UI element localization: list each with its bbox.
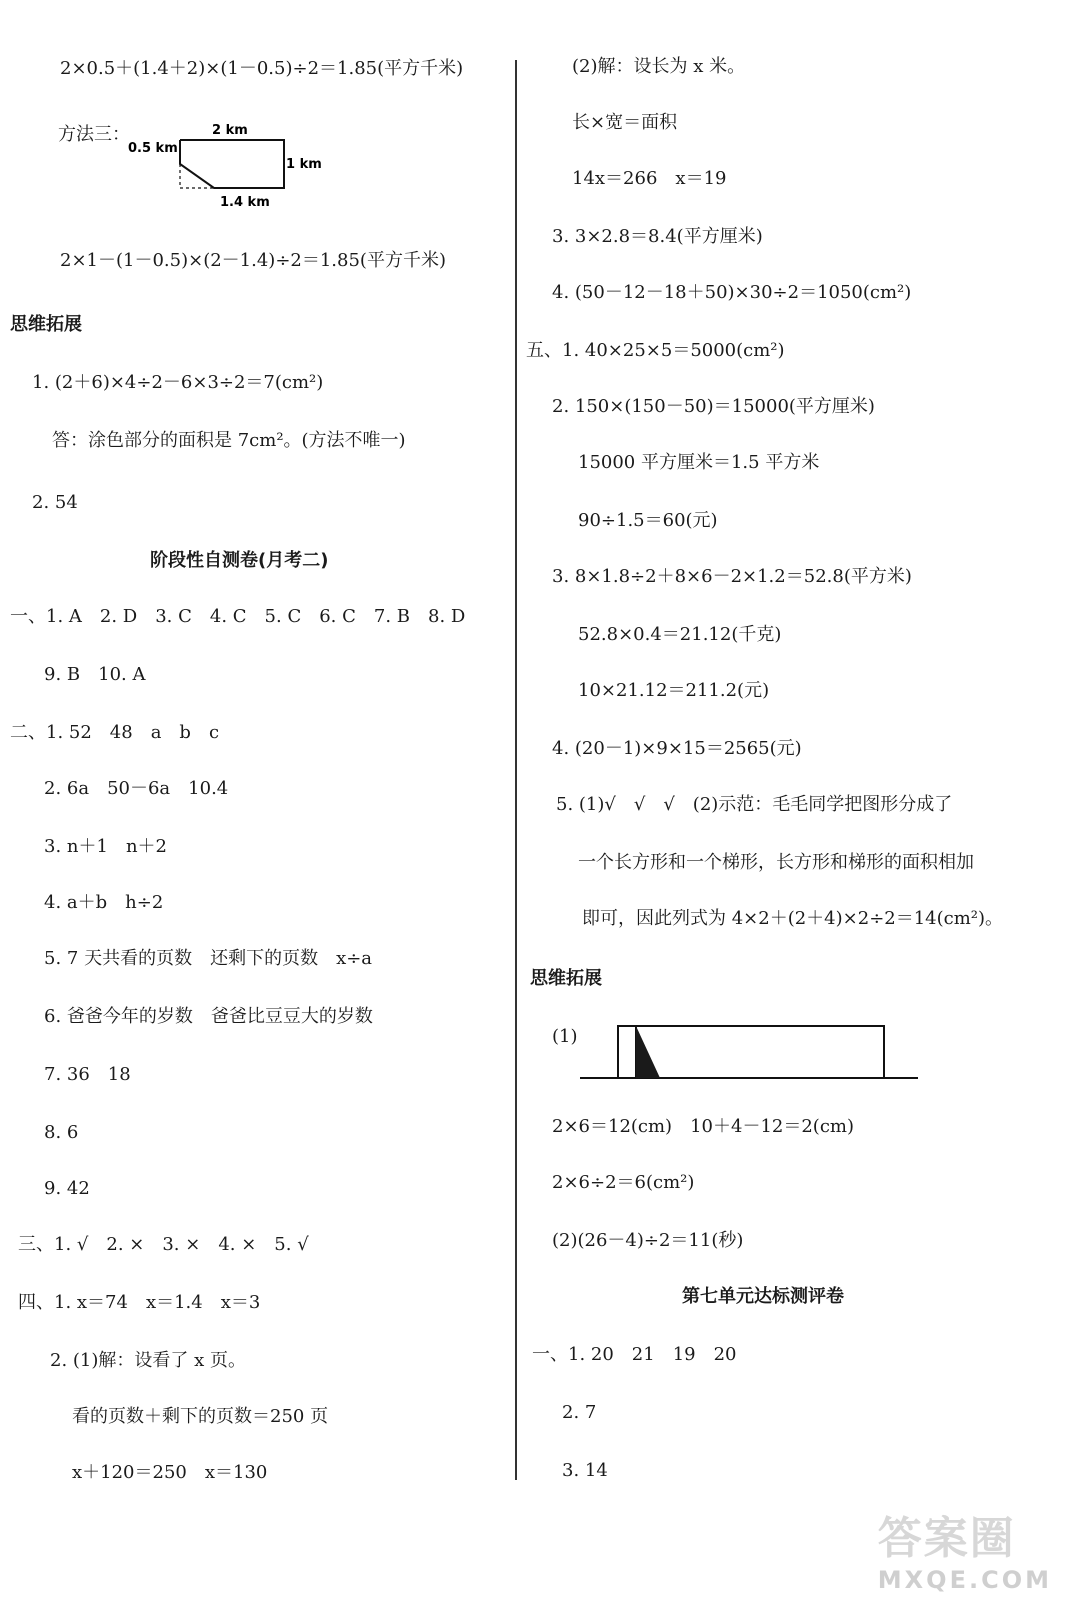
part5-q5-line2: 一个长方形和一个梯形，长方形和梯形的面积相加 bbox=[578, 852, 974, 873]
label-bottom: 1.4 km bbox=[220, 195, 270, 210]
part1-row1: 一、1. A 2. D 3. C 4. C 5. C 6. C 7. B 8. D bbox=[10, 606, 466, 627]
part2-q1: 二、1. 52 48 a b c bbox=[10, 722, 220, 743]
siwei-q1-answer: 答：涂色部分的面积是 7cm²。(方法不唯一) bbox=[52, 430, 406, 451]
label-right: 1 km bbox=[286, 157, 322, 172]
calc-line-method3: 2×1－(1－0.5)×(2－1.4)÷2＝1.85(平方千米) bbox=[60, 250, 446, 271]
rectangle-triangle-figure bbox=[578, 1020, 923, 1086]
part5-q2: 2. 150×(150－50)＝15000(平方厘米) bbox=[552, 396, 875, 417]
unit7-q3: 3. 14 bbox=[562, 1460, 608, 1481]
section-title-unit7: 第七单元达标测评卷 bbox=[682, 1286, 844, 1307]
siwei-calc2: 2×6÷2＝6(cm²) bbox=[552, 1172, 695, 1193]
part2-q7: 7. 36 18 bbox=[44, 1064, 131, 1085]
part4-q2: 2. (1)解：设看了 x 页。 bbox=[50, 1350, 246, 1371]
part2-q5: 5. 7 天共看的页数 还剩下的页数 x÷a bbox=[44, 948, 373, 969]
trapezoid-outline bbox=[180, 140, 284, 188]
trapezoid-figure bbox=[120, 118, 330, 214]
part2-q2: 2. 6a 50－6a 10.4 bbox=[44, 778, 229, 799]
part5-q3-cost: 10×21.12＝211.2(元) bbox=[578, 680, 770, 701]
part5-q3: 3. 8×1.8÷2＋8×6－2×1.2＝52.8(平方米) bbox=[552, 566, 912, 587]
siwei-q2: 2. 54 bbox=[32, 492, 78, 513]
part4-q1: 四、1. x＝74 x＝1.4 x＝3 bbox=[18, 1292, 261, 1313]
shaded-triangle bbox=[636, 1026, 660, 1078]
part5-q2-price: 90÷1.5＝60(元) bbox=[578, 510, 718, 531]
siwei-fig-label: (1) bbox=[552, 1026, 578, 1047]
part3-row: 三、1. √ 2. × 3. × 4. × 5. √ bbox=[18, 1234, 309, 1255]
siwei-calc1: 2×6＝12(cm) 10＋4－12＝2(cm) bbox=[552, 1116, 854, 1137]
right-q2-relation: 长×宽＝面积 bbox=[572, 112, 678, 133]
right-q2-solution: 14x＝266 x＝19 bbox=[572, 168, 727, 189]
method3-label: 方法三： bbox=[58, 124, 130, 145]
part2-q3: 3. n＋1 n＋2 bbox=[44, 836, 167, 857]
watermark-url: MXQE.COM bbox=[877, 1566, 1052, 1594]
section-title-yuekao2: 阶段性自测卷(月考二) bbox=[150, 550, 329, 571]
part2-q6: 6. 爸爸今年的岁数 爸爸比豆豆大的岁数 bbox=[44, 1006, 373, 1027]
part2-q4: 4. a＋b h÷2 bbox=[44, 892, 164, 913]
part2-q8: 8. 6 bbox=[44, 1122, 79, 1143]
part5-q1: 五、1. 40×25×5＝5000(cm²) bbox=[526, 340, 785, 361]
label-left: 0.5 km bbox=[128, 141, 178, 156]
part2-q9: 9. 42 bbox=[44, 1178, 90, 1199]
part5-q5-line1: 5. (1)√ √ √ (2)示范：毛毛同学把图形分成了 bbox=[556, 794, 953, 815]
part5-q4: 4. (20－1)×9×15＝2565(元) bbox=[552, 738, 802, 759]
part5-q2-convert: 15000 平方厘米＝1.5 平方米 bbox=[578, 452, 820, 473]
right-q2-setup: (2)解：设长为 x 米。 bbox=[572, 56, 746, 77]
calc-line-method2: 2×0.5＋(1.4＋2)×(1－0.5)÷2＝1.85(平方千米) bbox=[60, 58, 464, 79]
watermark bbox=[878, 1502, 1052, 1594]
part5-q3-weight: 52.8×0.4＝21.12(千克) bbox=[578, 624, 782, 645]
heading-siwei-left: 思维拓展 bbox=[10, 314, 82, 335]
unit7-q1: 一、1. 20 21 19 20 bbox=[532, 1344, 737, 1365]
label-top: 2 km bbox=[212, 123, 248, 138]
part1-row2: 9. B 10. A bbox=[44, 664, 146, 685]
right-q4: 4. (50－12－18＋50)×30÷2＝1050(cm²) bbox=[552, 282, 912, 303]
long-rectangle bbox=[618, 1026, 884, 1078]
right-q3: 3. 3×2.8＝8.4(平方厘米) bbox=[552, 226, 763, 247]
part4-q2-equation: 看的页数＋剩下的页数＝250 页 bbox=[72, 1406, 329, 1427]
siwei-calc3: (2)(26－4)÷2＝11(秒) bbox=[552, 1230, 744, 1251]
part5-q5-line3: 即可，因此列式为 4×2＋(2＋4)×2÷2＝14(cm²)。 bbox=[582, 908, 1004, 929]
unit7-q2: 2. 7 bbox=[562, 1402, 597, 1423]
watermark-logo-text: 答案圈 bbox=[877, 1513, 1016, 1564]
part4-q2-solution: x＋120＝250 x＝130 bbox=[72, 1462, 268, 1483]
heading-siwei-right: 思维拓展 bbox=[530, 968, 602, 989]
siwei-q1: 1. (2＋6)×4÷2－6×3÷2＝7(cm²) bbox=[32, 372, 324, 393]
column-divider bbox=[515, 60, 517, 1480]
